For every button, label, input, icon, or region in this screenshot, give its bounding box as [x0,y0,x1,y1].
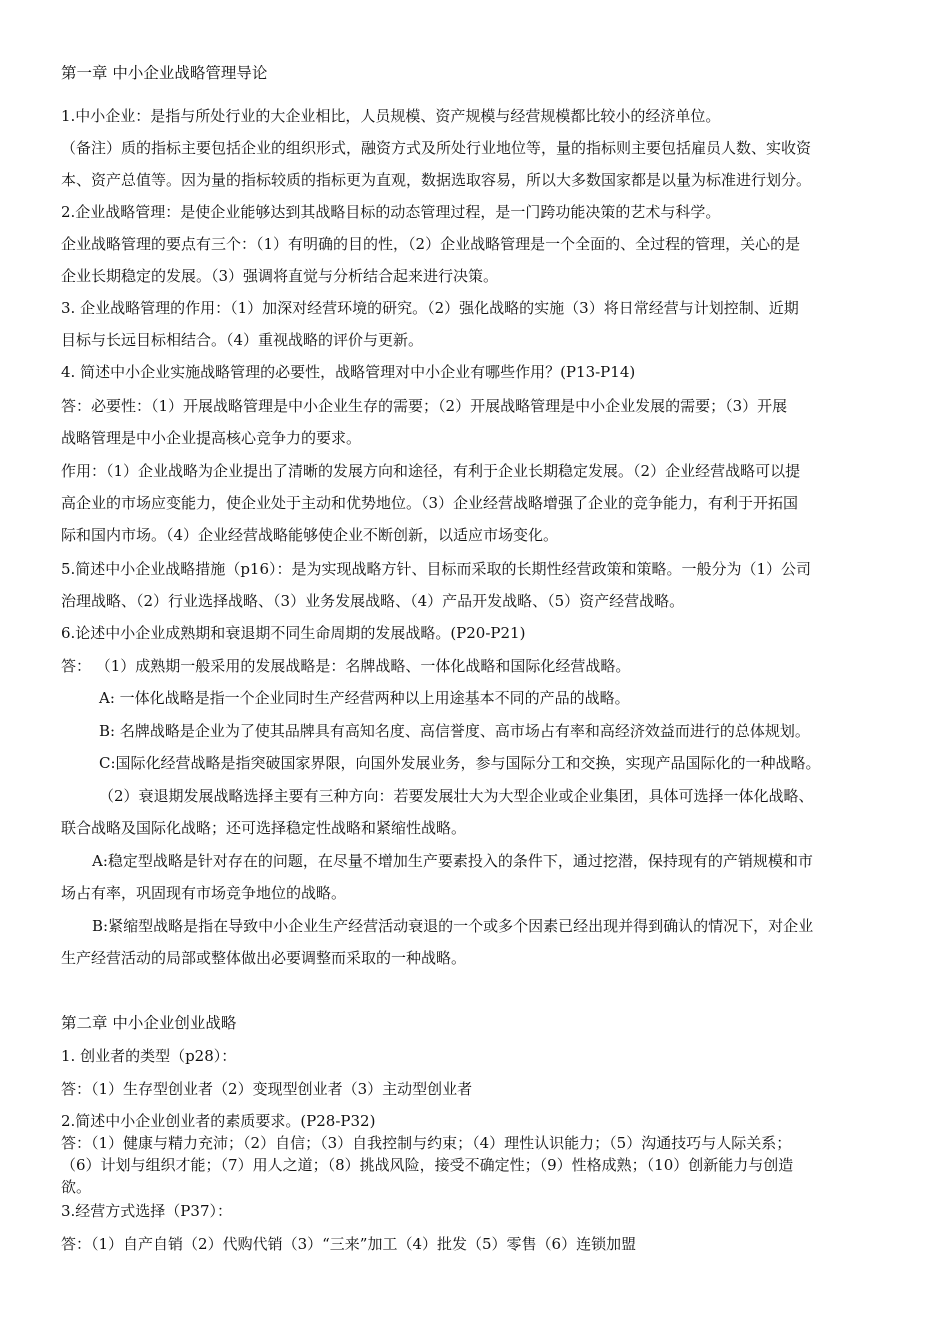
text-line: 企业长期稳定的发展。（3）强调将直觉与分析结合起来进行决策。 [61,267,499,285]
text-line: 5.简述中小企业战略措施（p16）：是为实现战略方针、目标而采取的长期性经营政策和策略。一般分为（1）公司 [61,560,812,578]
text-line: 答：（1）自产自销（2）代购代销（3）“三来”加工（4）批发（5）零售（6）连锁加盟 [61,1235,637,1253]
text-line: 1.中小企业：是指与所处行业的大企业相比，人员规模、资产规模与经营规模都比较小的经济单位。 [61,107,721,125]
text-line: A: 一体化战略是指一个企业同时生产经营两种以上用途基本不同的产品的战略。 [99,689,630,707]
text-line: 作用：（1）企业战略为企业提出了清晰的发展方向和途径，有利于企业长期稳定发展。（2）企业经营战略可以提 [61,462,801,480]
chapter-2-title: 第二章 中小企业创业战略 [61,1014,237,1032]
text-line: 生产经营活动的局部或整体做出必要调整而采取的一种战略。 [61,949,467,967]
text-line: 本、资产总值等。因为量的指标较质的指标更为直观，数据选取容易，所以大多数国家都是以量为标准进行划分。 [61,171,812,189]
text-line: 欲。 [61,1178,92,1196]
text-line: 目标与长远目标相结合。（4）重视战略的评价与更新。 [61,331,424,349]
text-line: C:国际化经营战略是指突破国家界限，向国外发展业务，参与国际分工和交换，实现产品国际化的一种战略。 [99,754,821,772]
text-line: B:紧缩型战略是指在导致中小企业生产经营活动衰退的一个或多个因素已经出现并得到确认的情况下，对企业 [92,917,814,935]
text-line: 2.企业战略管理：是使企业能够达到其战略目标的动态管理过程，是一门跨功能决策的艺术与科学。 [61,203,721,221]
text-line: 4. 简述中小企业实施战略管理的必要性，战略管理对中小企业有哪些作用？(P13-P14) [61,363,636,381]
text-line: 答： （1）成熟期一般采用的发展战略是：名牌战略、一体化战略和国际化经营战略。 [61,657,631,675]
text-line: （备注）质的指标主要包括企业的组织形式，融资方式及所处行业地位等，量的指标则主要包括雇员人数、实收资 [61,139,812,157]
text-line: 6.论述中小企业成熟期和衰退期不同生命周期的发展战略。(P20-P21) [61,624,526,642]
text-line: 场占有率，巩固现有市场竞争地位的战略。 [61,884,347,902]
text-line: 3.经营方式选择（P37）： [61,1202,232,1220]
text-line: 2.简述中小企业创业者的素质要求。(P28-P32) [61,1112,376,1130]
text-line: A:稳定型战略是针对存在的问题，在尽量不增加生产要素投入的条件下，通过挖潜，保持现有的产销规模和市 [92,852,813,870]
text-line: 答：（1）健康与精力充沛；（2）自信；（3）自我控制与约束；（4）理性认识能力；（5）沟通技巧与人际关系； [61,1134,792,1152]
text-line: 高企业的市场应变能力，使企业处于主动和优势地位。（3）企业经营战略增强了企业的竞争能力，有利于开拓国 [61,494,799,512]
text-line: 答：必要性：（1）开展战略管理是中小企业生存的需要；（2）开展战略管理是中小企业发展的需要；（3）开展 [61,397,788,415]
text-line: 3. 企业战略管理的作用：（1）加深对经营环境的研究。（2）强化战略的实施（3）将日常经营与计划控制、近期 [61,299,799,317]
text-line: 际和国内市场。（4）企业经营战略能够使企业不断创新，以适应市场变化。 [61,526,559,544]
text-line: B: 名牌战略是企业为了使其品牌具有高知名度、高信誉度、高市场占有率和高经济效益而进行的总体规划。 [99,722,810,740]
text-line: （6）计划与组织才能；（7）用人之道；（8）挑战风险，接受不确定性；（9）性格成熟；（10）创新能力与创造 [61,1156,794,1174]
text-line: 企业战略管理的要点有三个：（1）有明确的目的性，（2）企业战略管理是一个全面的、全过程的管理，关心的是 [61,235,801,253]
text-line: 治理战略、（2）行业选择战略、（3）业务发展战略、（4）产品开发战略、（5）资产经营战略。 [61,592,685,610]
text-line: 战略管理是中小企业提高核心竞争力的要求。 [61,429,362,447]
chapter-1-title: 第一章 中小企业战略管理导论 [61,64,268,82]
text-line: 1. 创业者的类型（p28）： [61,1047,237,1065]
text-line: 答：（1）生存型创业者（2）变现型创业者（3）主动型创业者 [61,1080,473,1098]
text-line: （2）衰退期发展战略选择主要有三种方向：若要发展壮大为大型企业或企业集团，具体可选择一体化战略、 [99,787,814,805]
text-line: 联合战略及国际化战略；还可选择稳定性战略和紧缩性战略。 [61,819,467,837]
